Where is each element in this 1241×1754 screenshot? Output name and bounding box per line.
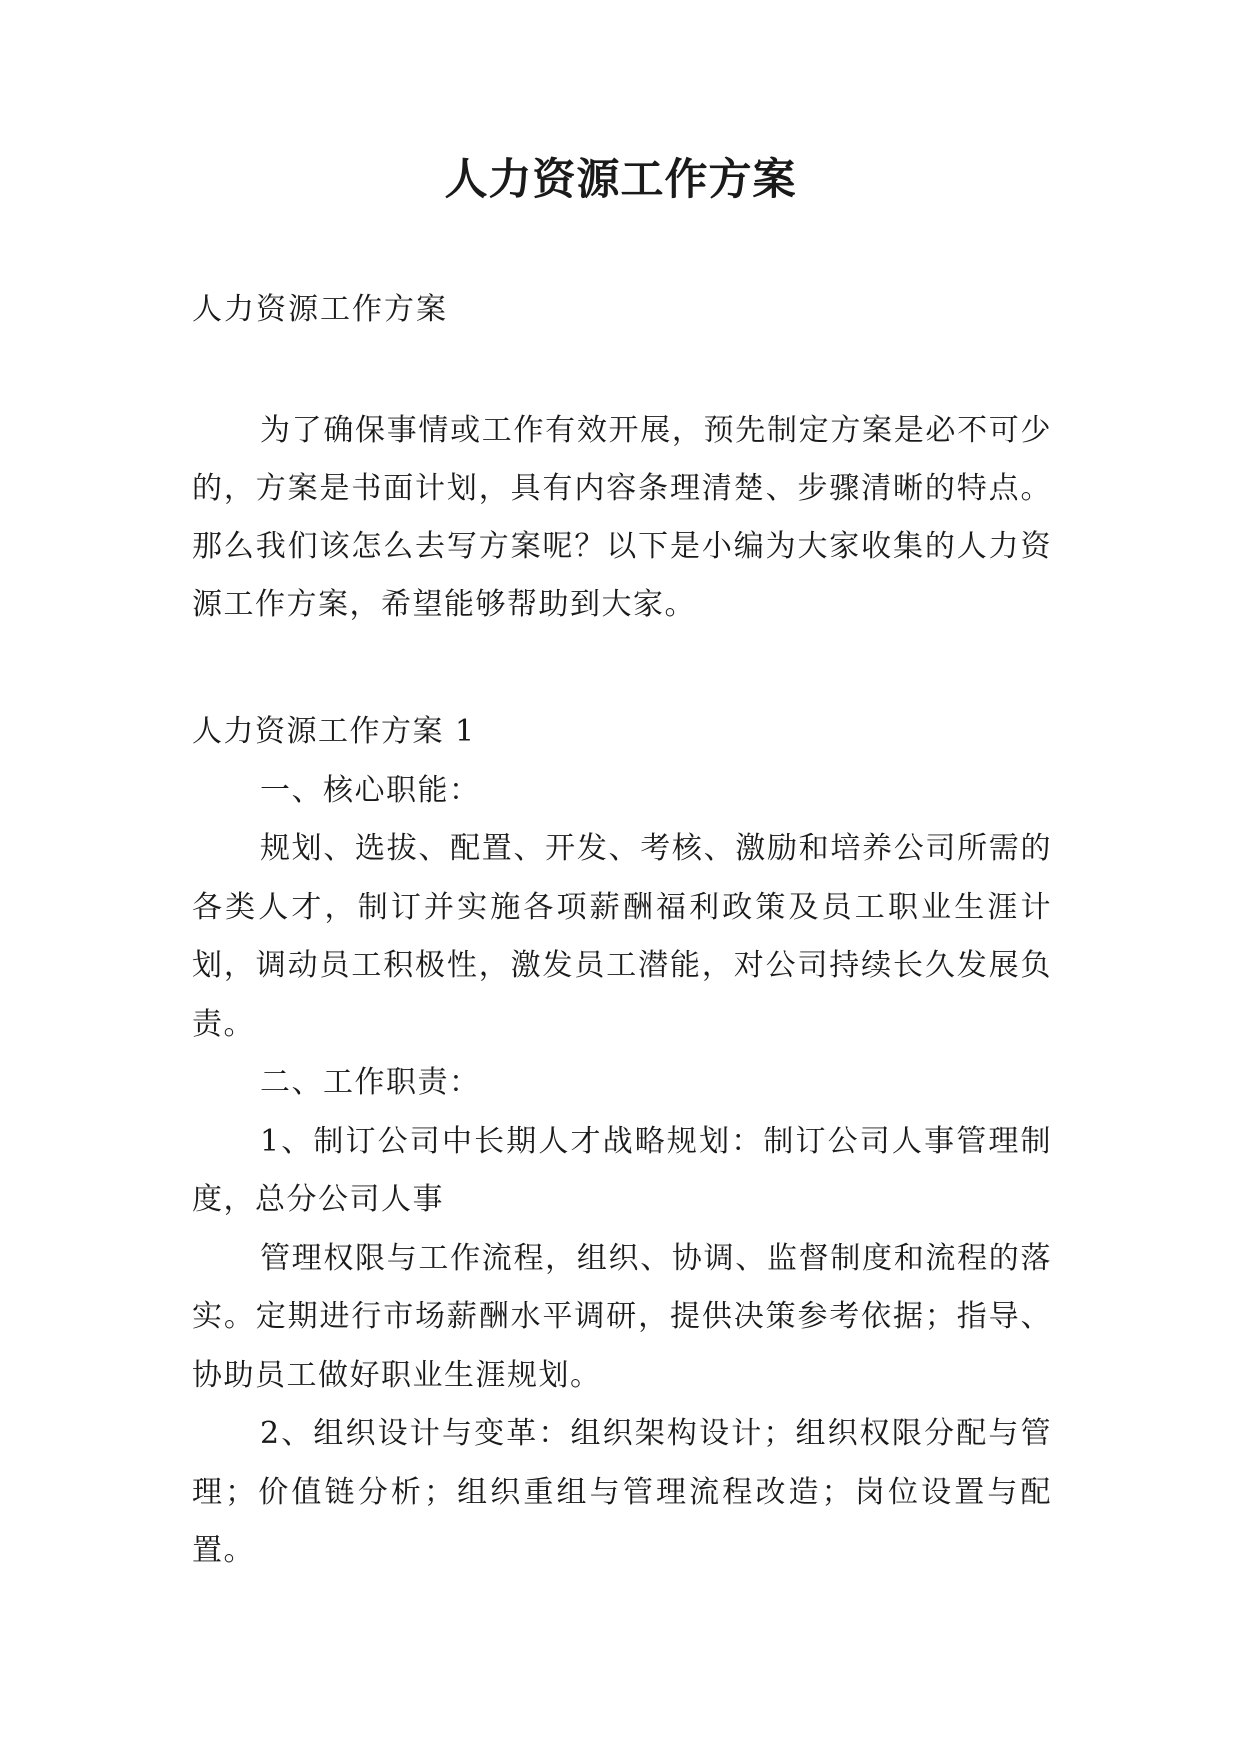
intro-block xyxy=(192,402,1052,634)
paragraph-duties-heading: 二、工作职责： xyxy=(260,1065,481,1100)
document-title: 人力资源工作方案 xyxy=(444,155,797,205)
paragraph-core-functions: 规划、选拔、配置、开发、考核、激励和培养公司所需的各类人才，制订并实施各项薪酬福利政策及员工职业生涯计划，调动员工积极性，激发员工潜能，对公司持续长久发展负责。 xyxy=(192,831,1052,1042)
document-subtitle: 人力资源工作方案 xyxy=(192,292,448,327)
paragraph-duty-1-continued: 管理权限与工作流程，组织、协调、监督制度和流程的落实。定期进行市场薪酬水平调研，提供决策参考依据；指导、协助员工做好职业生涯规划。 xyxy=(192,1240,1052,1393)
section-heading: 人力资源工作方案 1 xyxy=(192,714,476,749)
section-1 xyxy=(192,703,1052,1581)
paragraph-duty-1: 1、制订公司中长期人才战略规划：制订公司人事管理制度，总分公司人事 xyxy=(192,1123,1052,1217)
paragraph-core-functions-heading: 一、核心职能： xyxy=(260,772,481,808)
paragraph-duty-2: 2、组织设计与变革：组织架构设计；组织权限分配与管理；价值链分析；组织重组与管理流程改造；岗位设置与配置。 xyxy=(192,1416,1052,1568)
intro-paragraph: 为了确保事情或工作有效开展，预先制定方案是必不可少的，方案是书面计划，具有内容条理清楚、步骤清晰的特点。那么我们该怎么去写方案呢？以下是小编为大家收集的人力资源工作方案，希望能够帮助到大家。 xyxy=(192,413,1052,622)
